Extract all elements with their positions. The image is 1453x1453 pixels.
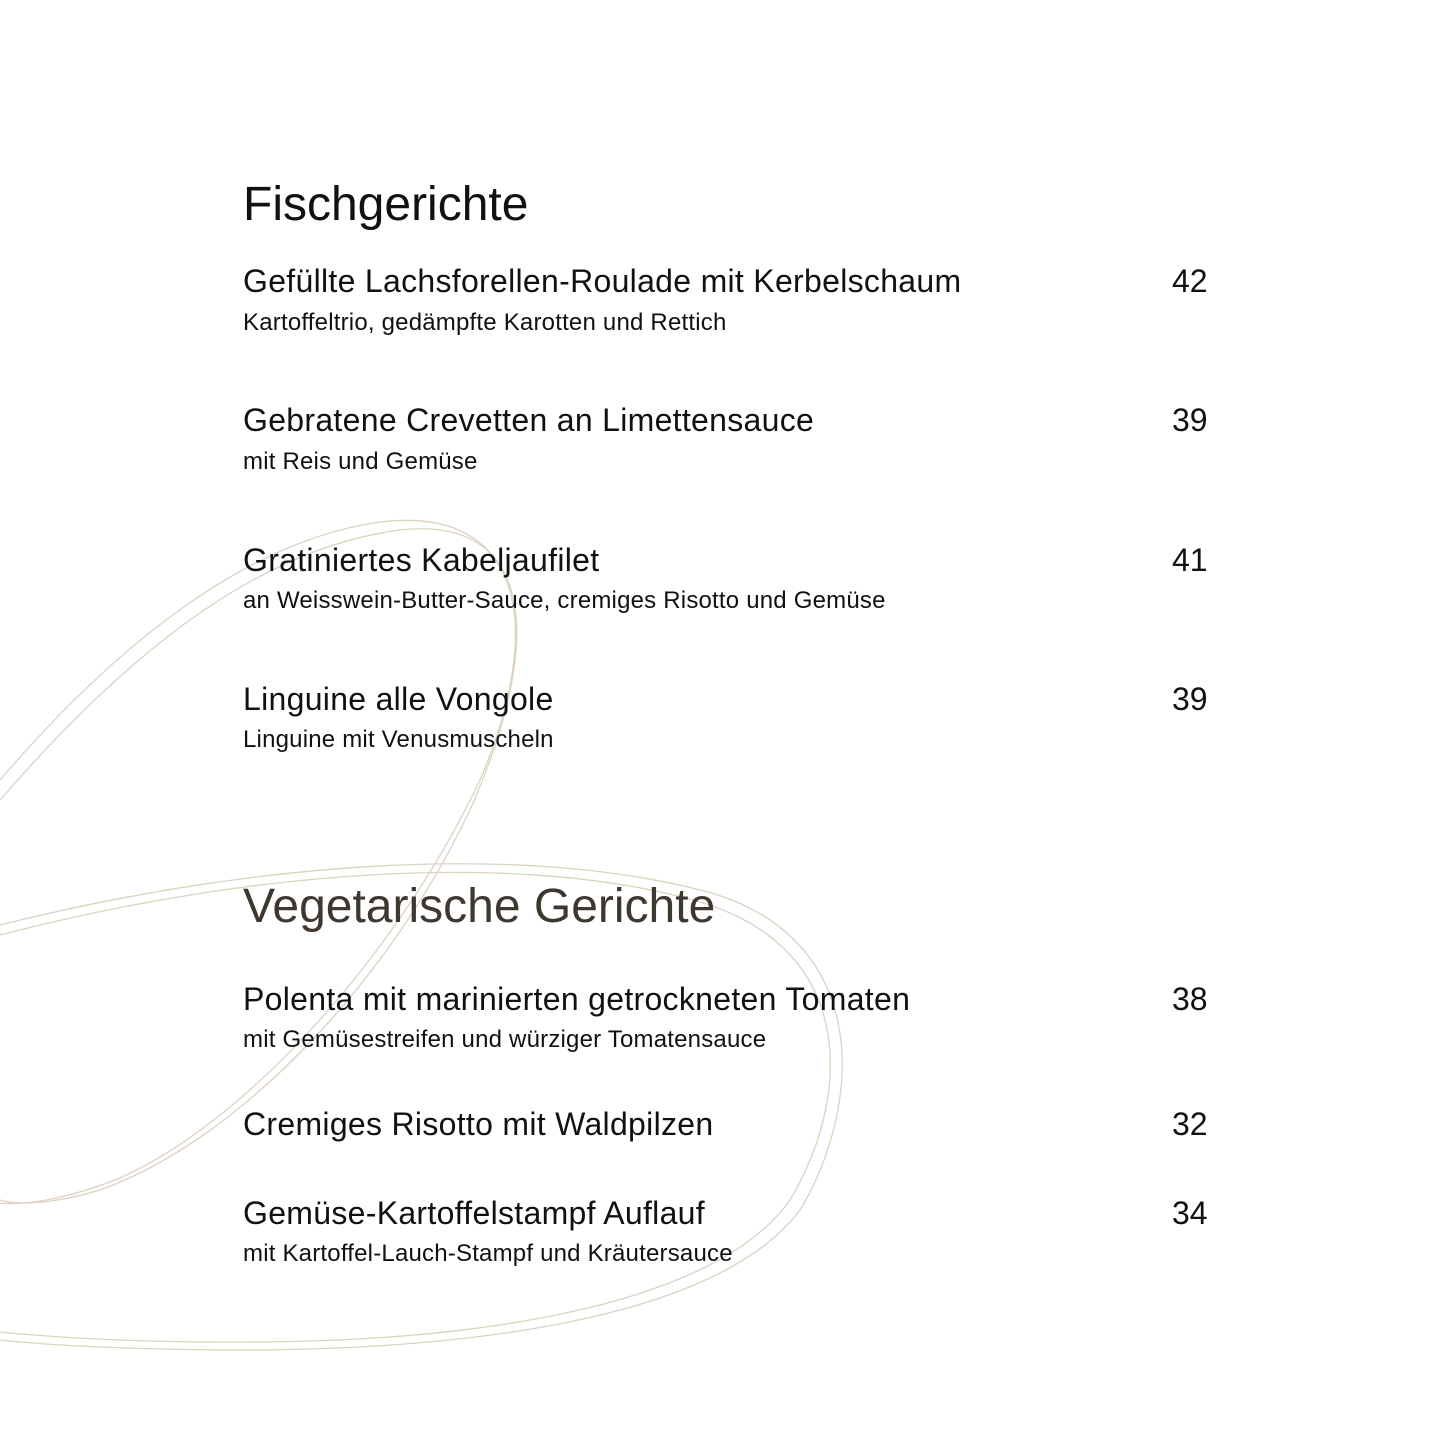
dish-description: Linguine mit Venusmuscheln [243, 726, 554, 753]
dish-name: Gemüse-Kartoffelstampf Auflauf [243, 1195, 705, 1231]
dish-name: Gratiniertes Kabeljaufilet [243, 542, 600, 578]
section-title-fischgerichte: Fischgerichte [243, 178, 529, 231]
dish-price: 38 [1172, 981, 1208, 1017]
dish-price: 39 [1172, 402, 1208, 438]
dish-name: Gefüllte Lachsforellen-Roulade mit Kerbelschaum [243, 263, 962, 299]
dish-description: mit Reis und Gemüse [243, 448, 478, 475]
dish-description: Kartoffeltrio, gedämpfte Karotten und Rettich [243, 309, 727, 336]
dish-price: 32 [1172, 1106, 1208, 1142]
dish-description: an Weisswein-Butter-Sauce, cremiges Risotto und Gemüse [243, 587, 886, 614]
dish-price: 39 [1172, 681, 1208, 717]
dish-price: 42 [1172, 263, 1208, 299]
section-title-vegetarische-gerichte: Vegetarische Gerichte [243, 880, 716, 933]
dish-name: Linguine alle Vongole [243, 681, 554, 717]
dish-description: mit Gemüsestreifen und würziger Tomatensauce [243, 1026, 767, 1053]
dish-price: 34 [1172, 1195, 1208, 1231]
dish-name: Gebratene Crevetten an Limettensauce [243, 402, 815, 438]
dish-price: 41 [1172, 542, 1208, 578]
dish-description: mit Kartoffel-Lauch-Stampf und Kräutersauce [243, 1240, 733, 1267]
dish-name: Polenta mit marinierten getrockneten Tomaten [243, 981, 911, 1017]
dish-name: Cremiges Risotto mit Waldpilzen [243, 1106, 714, 1142]
